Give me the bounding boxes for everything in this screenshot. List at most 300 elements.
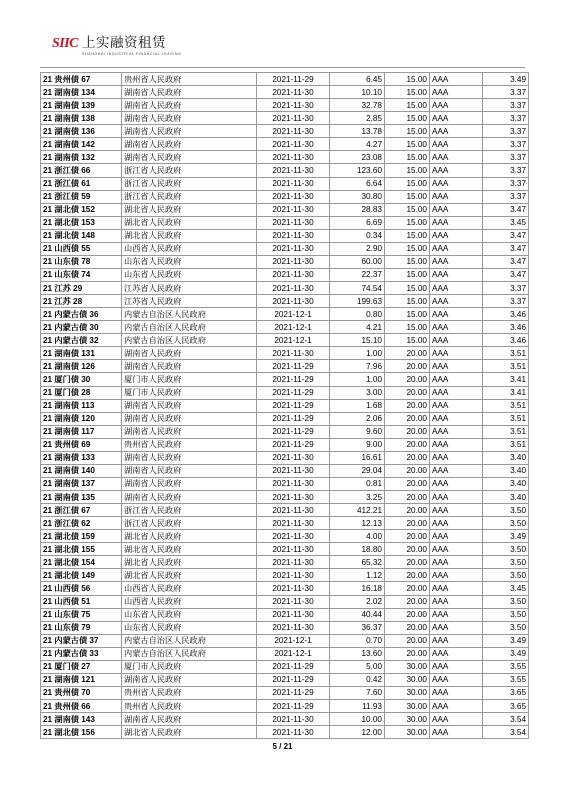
bond-name-cell: 21 浙江债 61: [41, 177, 122, 190]
term-cell: 15.00: [385, 190, 430, 203]
bond-name-cell: 21 内蒙古债 33: [41, 647, 122, 660]
coupon-rate-cell: 3.49: [483, 73, 529, 86]
issue-amount-cell: 23.08: [330, 151, 385, 164]
issue-date-cell: 2021-11-30: [257, 125, 330, 138]
issue-amount-cell: 15.10: [330, 334, 385, 347]
coupon-rate-cell: 3.51: [483, 347, 529, 360]
issuer-cell: 湖北省人民政府: [122, 569, 257, 582]
bond-name-cell: 21 内蒙古债 30: [41, 321, 122, 334]
bond-name-cell: 21 湖南债 135: [41, 491, 122, 504]
coupon-rate-cell: 3.50: [483, 556, 529, 569]
table-row: [41, 138, 529, 151]
rating-cell: AAA: [430, 386, 483, 399]
issue-date-cell: 2021-11-30: [257, 282, 330, 295]
rating-cell: AAA: [430, 216, 483, 229]
coupon-rate-cell: 3.37: [483, 125, 529, 138]
issue-date-cell: 2021-11-29: [257, 700, 330, 713]
bond-name-cell: 21 山东债 78: [41, 255, 122, 268]
issuer-cell: 湖北省人民政府: [122, 203, 257, 216]
issue-date-cell: 2021-11-30: [257, 295, 330, 308]
table-row: [41, 190, 529, 203]
table-row: [41, 164, 529, 177]
rating-cell: AAA: [430, 268, 483, 281]
issuer-cell: 浙江省人民政府: [122, 504, 257, 517]
table-row: [41, 334, 529, 347]
coupon-rate-cell: 3.37: [483, 164, 529, 177]
issuer-cell: 湖南省人民政府: [122, 477, 257, 490]
issue-amount-cell: 32.78: [330, 99, 385, 112]
bond-name-cell: 21 江苏 28: [41, 295, 122, 308]
coupon-rate-cell: 3.37: [483, 99, 529, 112]
table-row: [41, 347, 529, 360]
coupon-rate-cell: 3.49: [483, 647, 529, 660]
issue-amount-cell: 3.25: [330, 491, 385, 504]
coupon-rate-cell: 3.50: [483, 569, 529, 582]
table-row: [41, 73, 529, 86]
header-divider: [40, 67, 525, 68]
issue-amount-cell: 22.37: [330, 268, 385, 281]
issue-amount-cell: 9.60: [330, 425, 385, 438]
page-number: 5 / 21: [272, 742, 293, 751]
rating-cell: AAA: [430, 726, 483, 739]
term-cell: 15.00: [385, 295, 430, 308]
term-cell: 20.00: [385, 347, 430, 360]
rating-cell: AAA: [430, 190, 483, 203]
bond-name-cell: 21 湖北债 155: [41, 543, 122, 556]
bond-name-cell: 21 湖北债 159: [41, 530, 122, 543]
term-cell: 15.00: [385, 164, 430, 177]
issuer-cell: 内蒙古自治区人民政府: [122, 308, 257, 321]
issue-date-cell: 2021-11-30: [257, 569, 330, 582]
coupon-rate-cell: 3.50: [483, 621, 529, 634]
issue-date-cell: 2021-11-30: [257, 491, 330, 504]
issue-amount-cell: 6.45: [330, 73, 385, 86]
coupon-rate-cell: 3.65: [483, 700, 529, 713]
rating-cell: AAA: [430, 582, 483, 595]
issue-date-cell: 2021-11-30: [257, 582, 330, 595]
table-row: [41, 543, 529, 556]
rating-cell: AAA: [430, 282, 483, 295]
rating-cell: AAA: [430, 673, 483, 686]
company-logo: [52, 36, 181, 58]
issue-amount-cell: 10.00: [330, 713, 385, 726]
rating-cell: AAA: [430, 255, 483, 268]
rating-cell: AAA: [430, 438, 483, 451]
issuer-cell: 内蒙古自治区人民政府: [122, 647, 257, 660]
issuer-cell: 湖南省人民政府: [122, 347, 257, 360]
issue-amount-cell: 36.37: [330, 621, 385, 634]
coupon-rate-cell: 3.40: [483, 451, 529, 464]
table-row: [41, 112, 529, 125]
coupon-rate-cell: 3.47: [483, 242, 529, 255]
table-row: [41, 295, 529, 308]
issuer-cell: 湖南省人民政府: [122, 673, 257, 686]
issuer-cell: 贵州省人民政府: [122, 438, 257, 451]
issue-amount-cell: 3.00: [330, 386, 385, 399]
issue-date-cell: 2021-12-1: [257, 334, 330, 347]
table-row: [41, 582, 529, 595]
term-cell: 20.00: [385, 360, 430, 373]
issuer-cell: 湖南省人民政府: [122, 151, 257, 164]
coupon-rate-cell: 3.50: [483, 543, 529, 556]
issue-date-cell: 2021-11-30: [257, 543, 330, 556]
issue-date-cell: 2021-11-30: [257, 203, 330, 216]
issuer-cell: 湖南省人民政府: [122, 464, 257, 477]
issue-amount-cell: 7.96: [330, 360, 385, 373]
rating-cell: AAA: [430, 373, 483, 386]
bond-name-cell: 21 浙江债 66: [41, 164, 122, 177]
issue-amount-cell: 2.06: [330, 412, 385, 425]
term-cell: 20.00: [385, 438, 430, 451]
issuer-cell: 贵州省人民政府: [122, 686, 257, 699]
coupon-rate-cell: 3.54: [483, 713, 529, 726]
issue-amount-cell: 40.44: [330, 608, 385, 621]
term-cell: 20.00: [385, 399, 430, 412]
issuer-cell: 厦门市人民政府: [122, 386, 257, 399]
issuer-cell: 山西省人民政府: [122, 595, 257, 608]
table-row: [41, 399, 529, 412]
table-row: [41, 373, 529, 386]
issue-date-cell: 2021-11-29: [257, 360, 330, 373]
bond-name-cell: 21 浙江债 62: [41, 517, 122, 530]
issuer-cell: 湖北省人民政府: [122, 556, 257, 569]
term-cell: 15.00: [385, 321, 430, 334]
company-name-cn: 上实融资租赁: [82, 35, 167, 51]
issue-amount-cell: 12.13: [330, 517, 385, 530]
rating-cell: AAA: [430, 660, 483, 673]
bond-name-cell: 21 厦门债 27: [41, 660, 122, 673]
issue-date-cell: 2021-11-29: [257, 373, 330, 386]
issuer-cell: 山东省人民政府: [122, 255, 257, 268]
bond-name-cell: 21 湖北债 149: [41, 569, 122, 582]
rating-cell: AAA: [430, 164, 483, 177]
bond-name-cell: 21 内蒙古债 32: [41, 334, 122, 347]
table-row: [41, 268, 529, 281]
rating-cell: AAA: [430, 713, 483, 726]
issue-date-cell: 2021-11-29: [257, 412, 330, 425]
term-cell: 15.00: [385, 203, 430, 216]
rating-cell: AAA: [430, 595, 483, 608]
issue-date-cell: 2021-11-30: [257, 464, 330, 477]
issuer-cell: 厦门市人民政府: [122, 660, 257, 673]
issue-amount-cell: 2.85: [330, 112, 385, 125]
table-row: [41, 86, 529, 99]
issuer-cell: 湖南省人民政府: [122, 412, 257, 425]
rating-cell: AAA: [430, 543, 483, 556]
table-row: [41, 491, 529, 504]
table-row: [41, 556, 529, 569]
bond-name-cell: 21 湖南债 136: [41, 125, 122, 138]
rating-cell: AAA: [430, 517, 483, 530]
issue-amount-cell: 2.02: [330, 595, 385, 608]
issuer-cell: 湖南省人民政府: [122, 125, 257, 138]
issuer-cell: 山西省人民政府: [122, 242, 257, 255]
term-cell: 20.00: [385, 386, 430, 399]
term-cell: 15.00: [385, 138, 430, 151]
issue-amount-cell: 2.90: [330, 242, 385, 255]
issue-amount-cell: 10.10: [330, 86, 385, 99]
issuer-cell: 湖北省人民政府: [122, 543, 257, 556]
table-row: [41, 125, 529, 138]
table-row: [41, 726, 529, 739]
issue-date-cell: 2021-11-29: [257, 673, 330, 686]
issuer-cell: 贵州省人民政府: [122, 73, 257, 86]
rating-cell: AAA: [430, 112, 483, 125]
coupon-rate-cell: 3.50: [483, 595, 529, 608]
issue-amount-cell: 412.21: [330, 504, 385, 517]
coupon-rate-cell: 3.40: [483, 477, 529, 490]
issuer-cell: 内蒙古自治区人民政府: [122, 334, 257, 347]
issue-amount-cell: 0.34: [330, 229, 385, 242]
issue-date-cell: 2021-11-30: [257, 190, 330, 203]
rating-cell: AAA: [430, 242, 483, 255]
rating-cell: AAA: [430, 86, 483, 99]
bond-table-body: [41, 73, 529, 739]
coupon-rate-cell: 3.50: [483, 608, 529, 621]
issuer-cell: 江苏省人民政府: [122, 295, 257, 308]
issuer-cell: 湖北省人民政府: [122, 530, 257, 543]
term-cell: 15.00: [385, 151, 430, 164]
table-row: [41, 255, 529, 268]
term-cell: 20.00: [385, 543, 430, 556]
table-row: [41, 321, 529, 334]
issue-date-cell: 2021-12-1: [257, 647, 330, 660]
bond-name-cell: 21 内蒙古债 36: [41, 308, 122, 321]
issuer-cell: 山西省人民政府: [122, 582, 257, 595]
coupon-rate-cell: 3.51: [483, 438, 529, 451]
coupon-rate-cell: 3.47: [483, 229, 529, 242]
rating-cell: AAA: [430, 686, 483, 699]
term-cell: 15.00: [385, 268, 430, 281]
term-cell: 15.00: [385, 112, 430, 125]
term-cell: 20.00: [385, 634, 430, 647]
bond-name-cell: 21 湖南债 113: [41, 399, 122, 412]
rating-cell: AAA: [430, 556, 483, 569]
term-cell: 20.00: [385, 621, 430, 634]
rating-cell: AAA: [430, 151, 483, 164]
coupon-rate-cell: 3.46: [483, 321, 529, 334]
term-cell: 15.00: [385, 216, 430, 229]
bond-name-cell: 21 江苏 29: [41, 282, 122, 295]
issuer-cell: 厦门市人民政府: [122, 373, 257, 386]
table-row: [41, 242, 529, 255]
rating-cell: AAA: [430, 295, 483, 308]
rating-cell: AAA: [430, 569, 483, 582]
issuer-cell: 内蒙古自治区人民政府: [122, 634, 257, 647]
coupon-rate-cell: 3.47: [483, 268, 529, 281]
bond-name-cell: 21 湖南债 131: [41, 347, 122, 360]
coupon-rate-cell: 3.65: [483, 686, 529, 699]
issuer-cell: 湖南省人民政府: [122, 713, 257, 726]
rating-cell: AAA: [430, 530, 483, 543]
coupon-rate-cell: 3.37: [483, 177, 529, 190]
term-cell: 30.00: [385, 673, 430, 686]
bond-name-cell: 21 湖南债 133: [41, 451, 122, 464]
issue-date-cell: 2021-11-30: [257, 99, 330, 112]
issuer-cell: 湖北省人民政府: [122, 726, 257, 739]
issue-date-cell: 2021-11-30: [257, 451, 330, 464]
issue-date-cell: 2021-11-30: [257, 112, 330, 125]
issue-date-cell: 2021-11-30: [257, 242, 330, 255]
issue-amount-cell: 4.00: [330, 530, 385, 543]
term-cell: 20.00: [385, 517, 430, 530]
table-row: [41, 686, 529, 699]
bond-name-cell: 21 湖北债 154: [41, 556, 122, 569]
term-cell: 15.00: [385, 255, 430, 268]
table-row: [41, 451, 529, 464]
term-cell: 20.00: [385, 530, 430, 543]
issue-amount-cell: 123.60: [330, 164, 385, 177]
bond-name-cell: 21 湖南债 134: [41, 86, 122, 99]
coupon-rate-cell: 3.45: [483, 582, 529, 595]
term-cell: 20.00: [385, 647, 430, 660]
issue-amount-cell: 0.42: [330, 673, 385, 686]
issue-amount-cell: 12.00: [330, 726, 385, 739]
issue-amount-cell: 1.00: [330, 373, 385, 386]
issue-date-cell: 2021-11-30: [257, 216, 330, 229]
rating-cell: AAA: [430, 477, 483, 490]
bond-name-cell: 21 湖南债 117: [41, 425, 122, 438]
issue-amount-cell: 30.80: [330, 190, 385, 203]
term-cell: 30.00: [385, 713, 430, 726]
table-row: [41, 308, 529, 321]
issue-amount-cell: 6.69: [330, 216, 385, 229]
bond-name-cell: 21 湖北债 153: [41, 216, 122, 229]
issue-date-cell: 2021-11-29: [257, 73, 330, 86]
term-cell: 30.00: [385, 700, 430, 713]
term-cell: 20.00: [385, 582, 430, 595]
term-cell: 30.00: [385, 660, 430, 673]
rating-cell: AAA: [430, 451, 483, 464]
rating-cell: AAA: [430, 464, 483, 477]
rating-cell: AAA: [430, 634, 483, 647]
bond-name-cell: 21 厦门债 30: [41, 373, 122, 386]
rating-cell: AAA: [430, 621, 483, 634]
issuer-cell: 浙江省人民政府: [122, 177, 257, 190]
issue-date-cell: 2021-11-30: [257, 229, 330, 242]
issuer-cell: 湖南省人民政府: [122, 99, 257, 112]
issuer-cell: 湖南省人民政府: [122, 138, 257, 151]
term-cell: 20.00: [385, 412, 430, 425]
bond-name-cell: 21 湖南债 142: [41, 138, 122, 151]
coupon-rate-cell: 3.55: [483, 673, 529, 686]
rating-cell: AAA: [430, 347, 483, 360]
table-row: [41, 425, 529, 438]
issue-amount-cell: 16.61: [330, 451, 385, 464]
table-row: [41, 360, 529, 373]
bond-name-cell: 21 湖南债 138: [41, 112, 122, 125]
term-cell: 20.00: [385, 608, 430, 621]
issue-date-cell: 2021-12-1: [257, 321, 330, 334]
bond-name-cell: 21 贵州债 66: [41, 700, 122, 713]
issue-date-cell: 2021-11-29: [257, 660, 330, 673]
bond-name-cell: 21 浙江债 67: [41, 504, 122, 517]
table-row: [41, 216, 529, 229]
issue-amount-cell: 18.80: [330, 543, 385, 556]
table-row: [41, 504, 529, 517]
table-row: [41, 386, 529, 399]
term-cell: 15.00: [385, 73, 430, 86]
issue-amount-cell: 11.93: [330, 700, 385, 713]
rating-cell: AAA: [430, 399, 483, 412]
term-cell: 15.00: [385, 334, 430, 347]
coupon-rate-cell: 3.50: [483, 504, 529, 517]
table-row: [41, 203, 529, 216]
bond-name-cell: 21 山东债 75: [41, 608, 122, 621]
issue-date-cell: 2021-11-29: [257, 438, 330, 451]
term-cell: 15.00: [385, 242, 430, 255]
issuer-cell: 湖南省人民政府: [122, 360, 257, 373]
rating-cell: AAA: [430, 491, 483, 504]
issue-date-cell: 2021-11-30: [257, 504, 330, 517]
bond-name-cell: 21 湖南债 143: [41, 713, 122, 726]
bond-name-cell: 21 山东债 79: [41, 621, 122, 634]
term-cell: 15.00: [385, 308, 430, 321]
table-row: [41, 438, 529, 451]
issue-amount-cell: 65.32: [330, 556, 385, 569]
issue-date-cell: 2021-11-29: [257, 425, 330, 438]
coupon-rate-cell: 3.40: [483, 491, 529, 504]
issuer-cell: 山东省人民政府: [122, 608, 257, 621]
issue-amount-cell: 29.04: [330, 464, 385, 477]
coupon-rate-cell: 3.37: [483, 86, 529, 99]
issue-date-cell: 2021-11-30: [257, 477, 330, 490]
rating-cell: AAA: [430, 177, 483, 190]
table-row: [41, 530, 529, 543]
table-row: [41, 608, 529, 621]
term-cell: 20.00: [385, 556, 430, 569]
rating-cell: AAA: [430, 229, 483, 242]
rating-cell: AAA: [430, 203, 483, 216]
term-cell: 20.00: [385, 491, 430, 504]
coupon-rate-cell: 3.41: [483, 373, 529, 386]
rating-cell: AAA: [430, 308, 483, 321]
bond-name-cell: 21 贵州债 69: [41, 438, 122, 451]
term-cell: 15.00: [385, 282, 430, 295]
issue-amount-cell: 4.27: [330, 138, 385, 151]
company-name-en: SHANGHAI INDUSTRIAL FINANCIAL LEASING: [82, 52, 182, 56]
issue-amount-cell: 5.00: [330, 660, 385, 673]
bond-name-cell: 21 湖南债 132: [41, 151, 122, 164]
table-row: [41, 647, 529, 660]
coupon-rate-cell: 3.46: [483, 308, 529, 321]
issue-amount-cell: 16.18: [330, 582, 385, 595]
coupon-rate-cell: 3.37: [483, 112, 529, 125]
issue-date-cell: 2021-11-29: [257, 686, 330, 699]
table-row: [41, 713, 529, 726]
issuer-cell: 江苏省人民政府: [122, 282, 257, 295]
table-row: [41, 412, 529, 425]
issue-date-cell: 2021-11-30: [257, 138, 330, 151]
term-cell: 30.00: [385, 726, 430, 739]
rating-cell: AAA: [430, 608, 483, 621]
coupon-rate-cell: 3.45: [483, 216, 529, 229]
rating-cell: AAA: [430, 360, 483, 373]
rating-cell: AAA: [430, 700, 483, 713]
table-row: [41, 517, 529, 530]
issue-date-cell: 2021-12-1: [257, 308, 330, 321]
table-row: [41, 151, 529, 164]
issue-amount-cell: 4.21: [330, 321, 385, 334]
issue-date-cell: 2021-11-30: [257, 151, 330, 164]
term-cell: 15.00: [385, 177, 430, 190]
issue-date-cell: 2021-11-30: [257, 517, 330, 530]
bond-name-cell: 21 山西债 55: [41, 242, 122, 255]
issuer-cell: 湖南省人民政府: [122, 425, 257, 438]
bond-name-cell: 21 厦门债 28: [41, 386, 122, 399]
issue-date-cell: 2021-11-30: [257, 726, 330, 739]
table-row: [41, 700, 529, 713]
